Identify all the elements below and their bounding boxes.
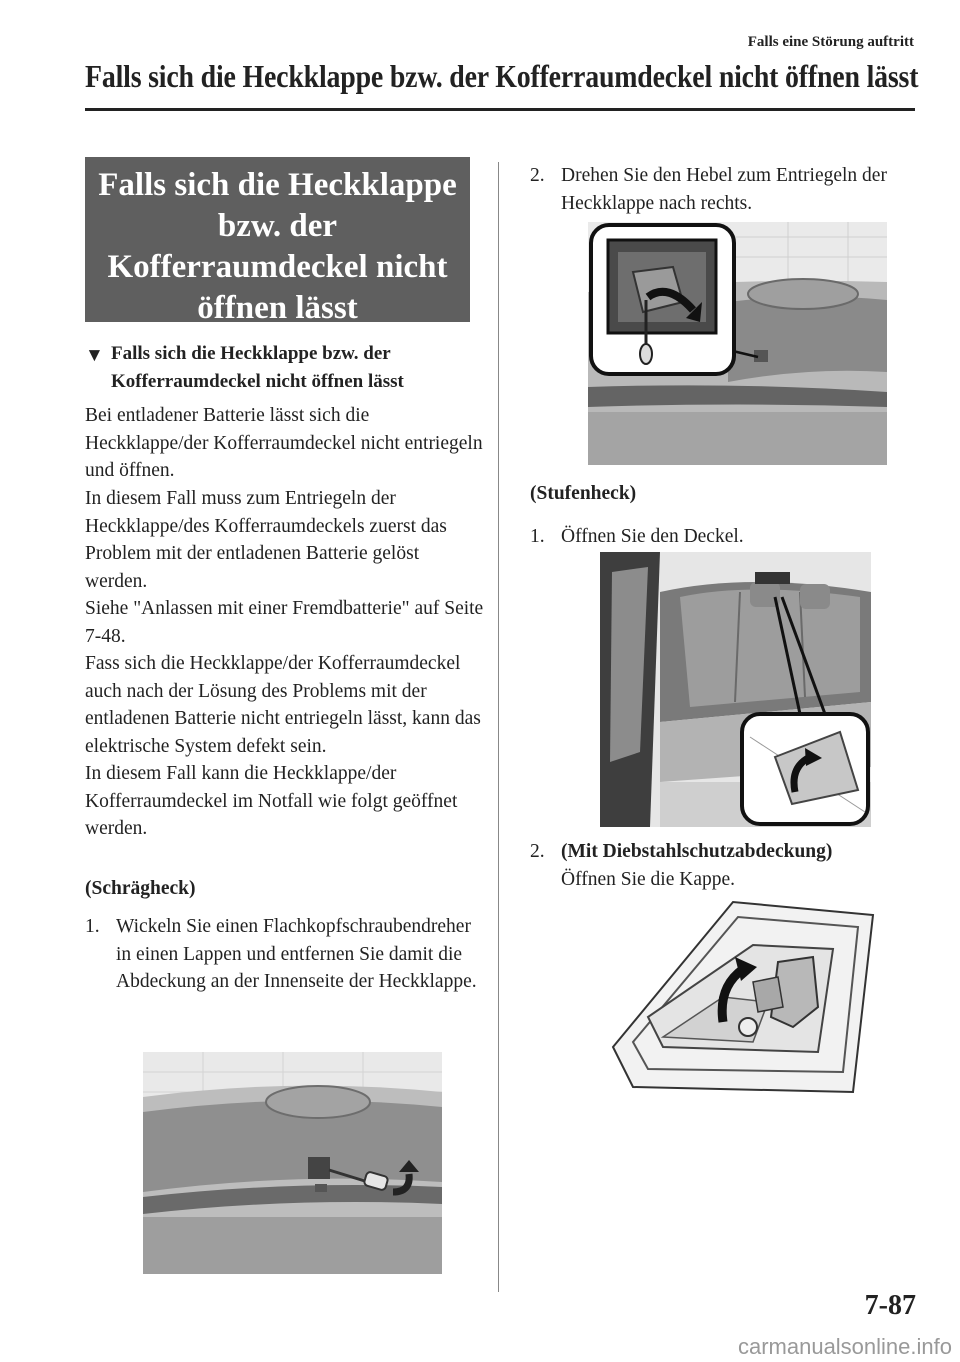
hatchback-label: (Schrägheck) xyxy=(85,878,196,899)
section-title-line-4: öffnen lässt xyxy=(197,290,358,326)
hatchback-step-1 xyxy=(85,913,480,996)
triangle-bullet-icon: ▼ xyxy=(85,345,104,366)
figure-rear-seat-cover xyxy=(600,552,871,827)
section-title-line-1: Falls sich die Heckklappe xyxy=(98,167,457,203)
intro-paragraph-1: Bei entladener Batterie lässt sich die Heckklappe/der Kofferraumdeckel nicht entriegeln und öffnen. xyxy=(85,405,483,481)
column-divider xyxy=(498,162,499,1292)
figure-cap-open xyxy=(603,897,875,1097)
sedan-step-1 xyxy=(530,523,910,551)
header-rule xyxy=(85,108,915,111)
step-number: 2. xyxy=(530,841,545,862)
step-condition: (Mit Diebstahlschutzabdeckung) xyxy=(561,841,833,862)
figure-lever-turn-right xyxy=(588,222,887,465)
subheading-text: Falls sich die Heckklappe bzw. der Kofferraumdeckel nicht öffnen lässt xyxy=(111,343,404,392)
section-title-line-2: bzw. der xyxy=(217,208,338,244)
step-text: Wickeln Sie einen Flachkopfschraubendreher in einen Lappen und entfernen Sie damit die Abdeckung an der Innenseite der Heckklappe. xyxy=(116,916,477,992)
intro-paragraph-3: Siehe "Anlassen mit einer Fremdbatterie" auf Seite 7-48. xyxy=(85,598,484,647)
section-title-box xyxy=(85,157,470,326)
intro-paragraph-5: In diesem Fall kann die Heckklappe/der Kofferraumdeckel im Notfall wie folgt geöffnet werden. xyxy=(85,763,458,839)
page-number: 7-87 xyxy=(864,1290,916,1321)
step-text: Drehen Sie den Hebel zum Entriegeln der Heckklappe nach rechts. xyxy=(561,165,887,214)
step-text: Öffnen Sie die Kappe. xyxy=(561,868,736,890)
intro-paragraph-4: Fass sich die Heckklappe/der Kofferraumdeckel auch nach der Lösung des Problems mit der entladenen Batterie nicht entriegeln lässt, kann das elektrische System defekt sein. xyxy=(85,653,481,757)
figure-tailgate-cover xyxy=(143,1052,442,1274)
intro-paragraph-2: In diesem Fall muss zum Entriegeln der Heckklappe/des Kofferraumdeckels zuerst das Problem mit der entladenen Batterie gelöst werden. xyxy=(85,488,447,592)
watermark: carmanualsonline.info xyxy=(737,1334,952,1359)
sedan-label: (Stufenheck) xyxy=(530,483,637,504)
step-number: 1. xyxy=(530,526,545,547)
section-title-line-3: Kofferraumdeckel nicht xyxy=(107,249,448,285)
page-title: Falls sich die Heckklappe bzw. der Kofferraumdeckel nicht öffnen lässt xyxy=(85,58,919,94)
step-number: 1. xyxy=(85,916,100,937)
hatchback-step-2 xyxy=(530,162,910,217)
step-number: 2. xyxy=(530,165,545,186)
chapter-label: Falls eine Störung auftritt xyxy=(747,34,914,50)
subheading xyxy=(85,340,480,396)
step-text: Öffnen Sie den Deckel. xyxy=(561,526,744,547)
sedan-step-2 xyxy=(530,838,910,893)
